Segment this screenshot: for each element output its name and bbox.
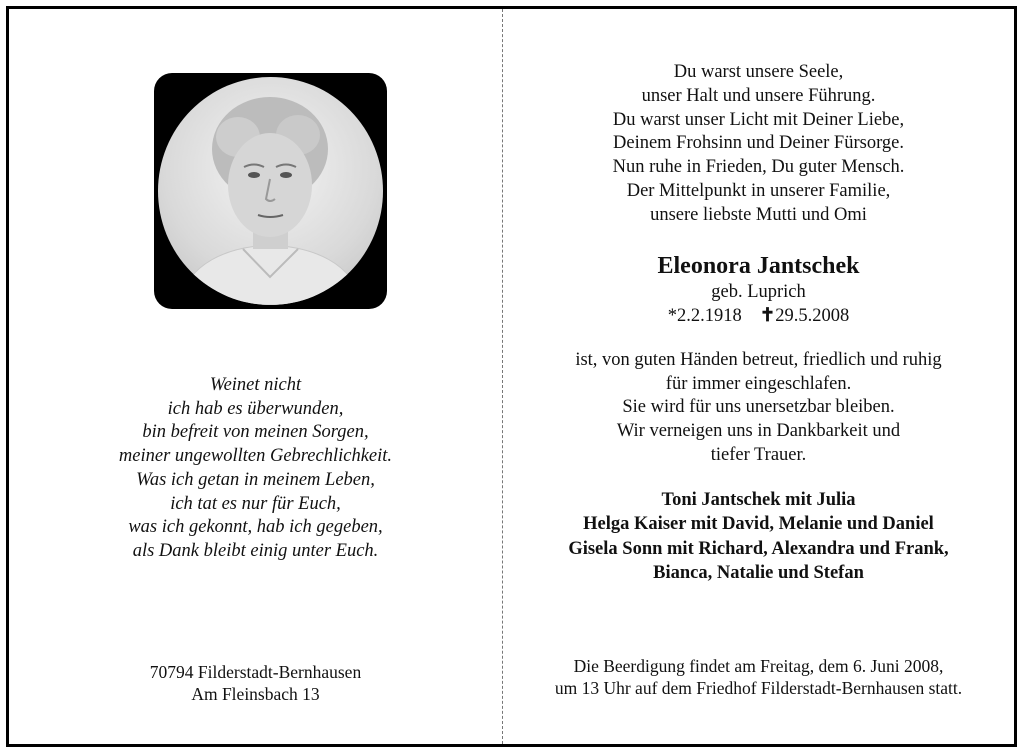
- address-street: Am Fleinsbach 13: [191, 684, 320, 704]
- death-date: 29.5.2008: [775, 306, 850, 326]
- poem-line: ich tat es nur für Euch,: [170, 493, 341, 514]
- birth-date: *2.2.1918: [667, 306, 742, 326]
- message-line: Sie wird für uns unersetzbar bleiben.: [622, 397, 895, 418]
- portrait-frame: [154, 73, 387, 309]
- deceased-name: Eleonora Jantschek: [657, 253, 860, 279]
- life-dates: [503, 305, 1014, 329]
- funeral-line: Die Beerdigung findet am Freitag, dem 6. Juni 2008,: [573, 656, 944, 676]
- verse-line: unser Halt und unsere Führung.: [641, 85, 876, 106]
- message-line: Wir verneigen uns in Dankbarkeit und: [616, 421, 901, 442]
- death-message: [503, 349, 1014, 468]
- poem-line: ich hab es überwunden,: [167, 398, 344, 419]
- right-verse: [503, 61, 1014, 228]
- verse-line: Du warst unser Licht mit Deiner Liebe,: [612, 109, 905, 130]
- poem-line: Weinet nicht: [209, 375, 302, 395]
- mourner-line: Toni Jantschek mit Julia: [661, 490, 856, 510]
- portrait-photo: [158, 77, 383, 305]
- mourner-line: Bianca, Natalie und Stefan: [653, 562, 864, 583]
- poem-line: was ich gekonnt, hab ich gegeben,: [128, 517, 383, 538]
- poem-line: als Dank bleibt einig unter Euch.: [132, 540, 379, 561]
- left-poem: [9, 374, 502, 564]
- address-city: 70794 Filderstadt-Bernhausen: [149, 662, 362, 682]
- verse-line: Deinem Frohsinn und Deiner Fürsorge.: [613, 133, 904, 154]
- poem-line: bin befreit von meinen Sorgen,: [142, 422, 369, 443]
- funeral-notice: [503, 655, 1014, 699]
- poem-line: Was ich getan in meinem Leben,: [136, 469, 375, 490]
- born-name: geb. Luprich: [711, 282, 806, 302]
- verse-line: unsere liebste Mutti und Omi: [650, 204, 867, 225]
- message-line: für immer eingeschlafen.: [665, 373, 852, 394]
- obituary-card: [6, 6, 1017, 747]
- address: [9, 661, 502, 705]
- verse-line: Der Mittelpunkt in unserer Familie,: [626, 180, 891, 201]
- cross-icon: ✝: [759, 306, 776, 326]
- poem-line: meiner ungewollten Gebrechlichkeit.: [118, 446, 393, 467]
- message-line: tiefer Trauer.: [710, 444, 807, 465]
- mourners-list: [503, 488, 1014, 585]
- verse-line: Nun ruhe in Frieden, Du guter Mensch.: [612, 157, 905, 178]
- verse-line: Du warst unsere Seele,: [673, 62, 844, 82]
- mourner-line: Helga Kaiser mit David, Melanie und Daniel: [583, 514, 934, 535]
- mourner-line: Gisela Sonn mit Richard, Alexandra und Frank,: [568, 538, 949, 559]
- message-line: ist, von guten Händen betreut, friedlich und ruhig: [575, 350, 942, 370]
- portrait-photo-icon: [158, 77, 383, 305]
- funeral-line: um 13 Uhr auf dem Friedhof Filderstadt-Bernhausen statt.: [554, 678, 963, 698]
